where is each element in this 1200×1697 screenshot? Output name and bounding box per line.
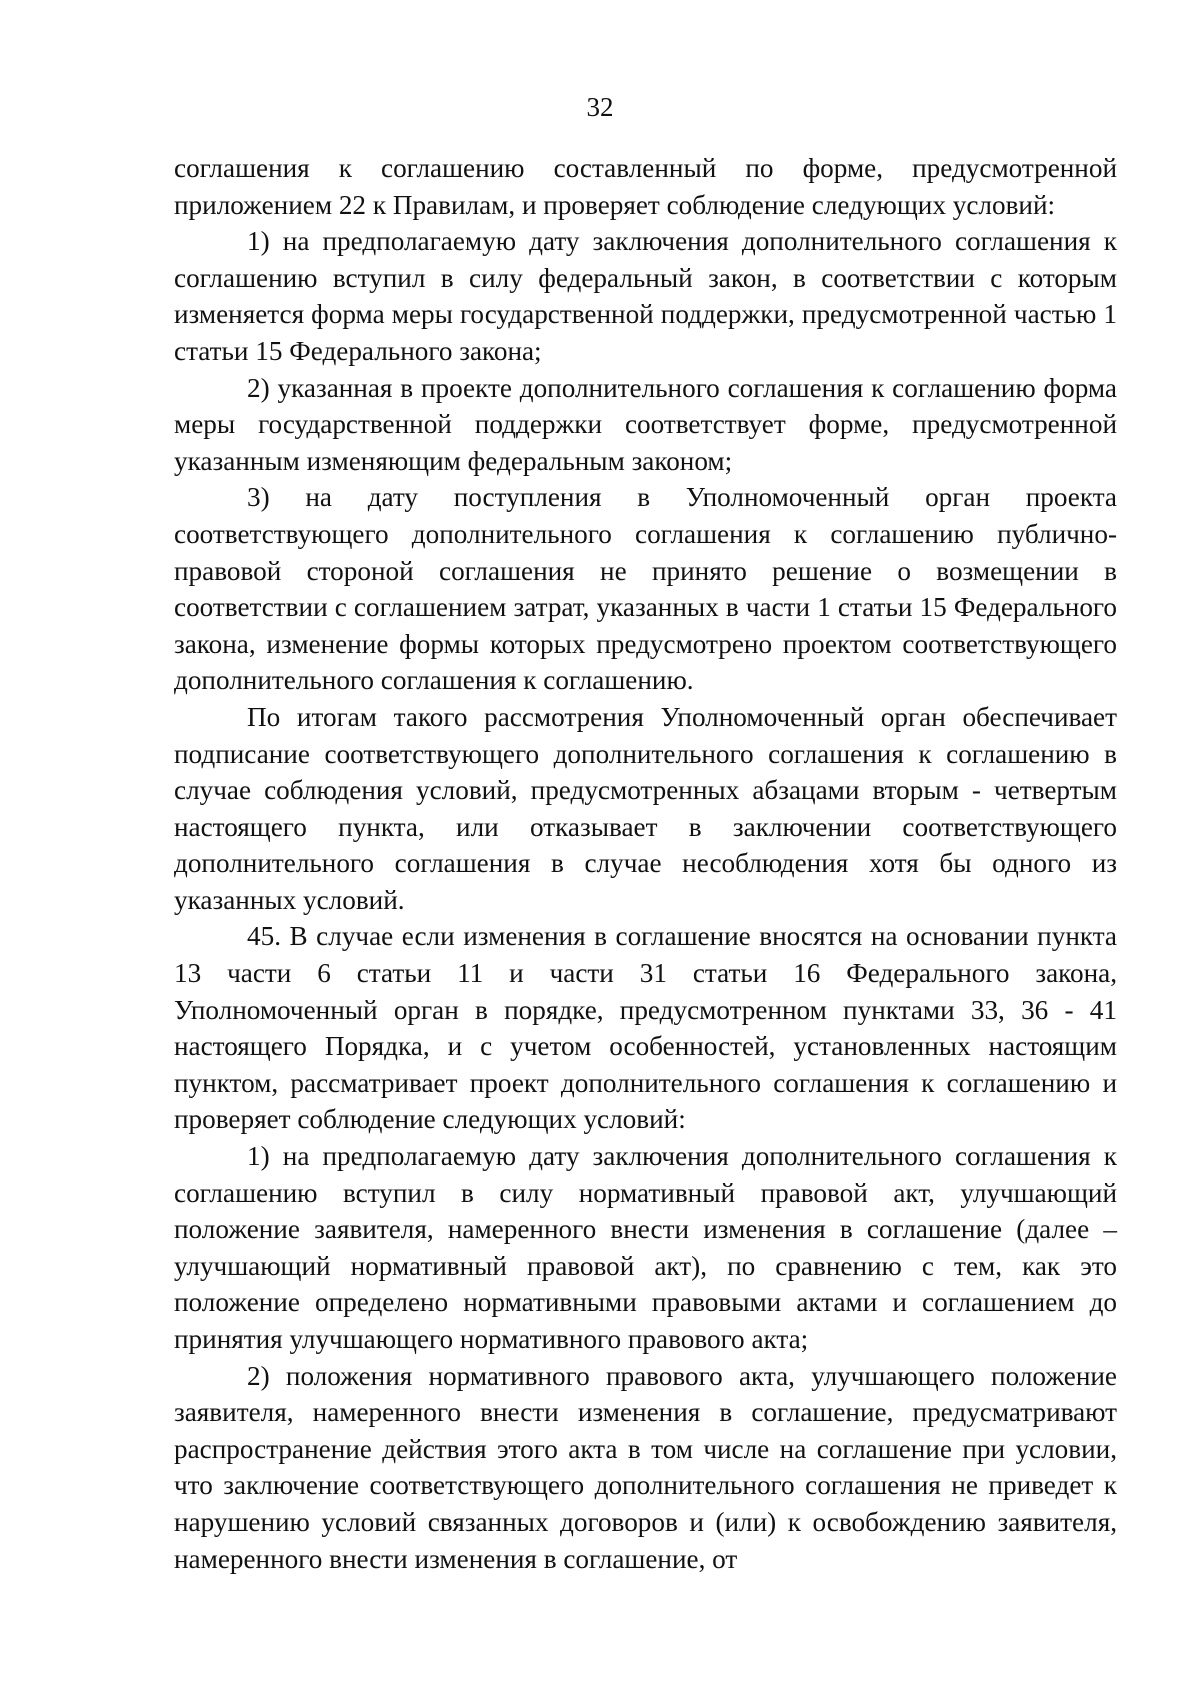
- paragraph-item-45: 45. В случае если изменения в соглашение вносятся на основании пункта 13 части 6 статьи 11 и части 31 статьи 16 Федерального закона, Уполномоченный орган в порядке, предусмотренном пунктами 33, 36 - 41 настоящего Порядка, и с учетом особенностей, установленных настоящим пунктом, рассматривает проект дополнительного соглашения к соглашению и проверяет соблюдение следующих условий:: [174, 921, 1117, 1135]
- paragraph-continuation: соглашения к соглашению составленный по форме, предусмотренной приложением 22 к Правилам, и проверяет соблюдение следующих условий:: [174, 153, 1117, 220]
- paragraph-item-45-condition-1: 1) на предполагаемую дату заключения дополнительного соглашения к соглашению вступил в силу нормативный правовой акт, улучшающий положение заявителя, намеренного внести изменения в соглашение (далее – улучшающий нормативный правовой акт), по сравнению с тем, как это положение определено нормативными правовыми актами и соглашением до принятия улучшающего нормативного правового акта;: [174, 1141, 1117, 1354]
- document-body: [174, 150, 1117, 1577]
- paragraph-condition-1: 1) на предполагаемую дату заключения дополнительного соглашения к соглашению вступил в силу федеральный закон, в соответствии с которым изменяется форма меры государственной поддержки, предусмотренной частью 1 статьи 15 Федерального закона;: [174, 226, 1117, 366]
- paragraph-condition-3: 3) на дату поступления в Уполномоченный орган проекта соответствующего дополнительного соглашения к соглашению публично-правовой стороной соглашения не принято решение о возмещении в соответствии с соглашением затрат, указанных в части 1 статьи 15 Федерального закона, изменение формы которых предусмотрено проектом соответствующего дополнительного соглашения к соглашению.: [174, 482, 1117, 696]
- page-number: 32: [586, 92, 614, 122]
- paragraph-result: По итогам такого рассмотрения Уполномоченный орган обеспечивает подписание соответствующего дополнительного соглашения к соглашению в случае соблюдения условий, предусмотренных абзацами вторым - четвертым настоящего пункта, или отказывает в заключении соответствующего дополнительного соглашения в случае несоблюдения хотя бы одного из указанных условий.: [174, 701, 1117, 915]
- paragraph-item-45-condition-2: 2) положения нормативного правового акта, улучшающего положение заявителя, намеренного внести изменения в соглашение, предусматривают распространение действия этого акта в том числе на соглашение при условии, что заключение соответствующего дополнительного соглашения не приведет к нарушению условий связанных договоров и (или) к освобождению заявителя, намеренного внести изменения в соглашение, от: [174, 1360, 1117, 1574]
- paragraph-condition-2: 2) указанная в проекте дополнительного соглашения к соглашению форма меры государственной поддержки соответствует форме, предусмотренной указанным изменяющим федеральным законом;: [174, 372, 1117, 476]
